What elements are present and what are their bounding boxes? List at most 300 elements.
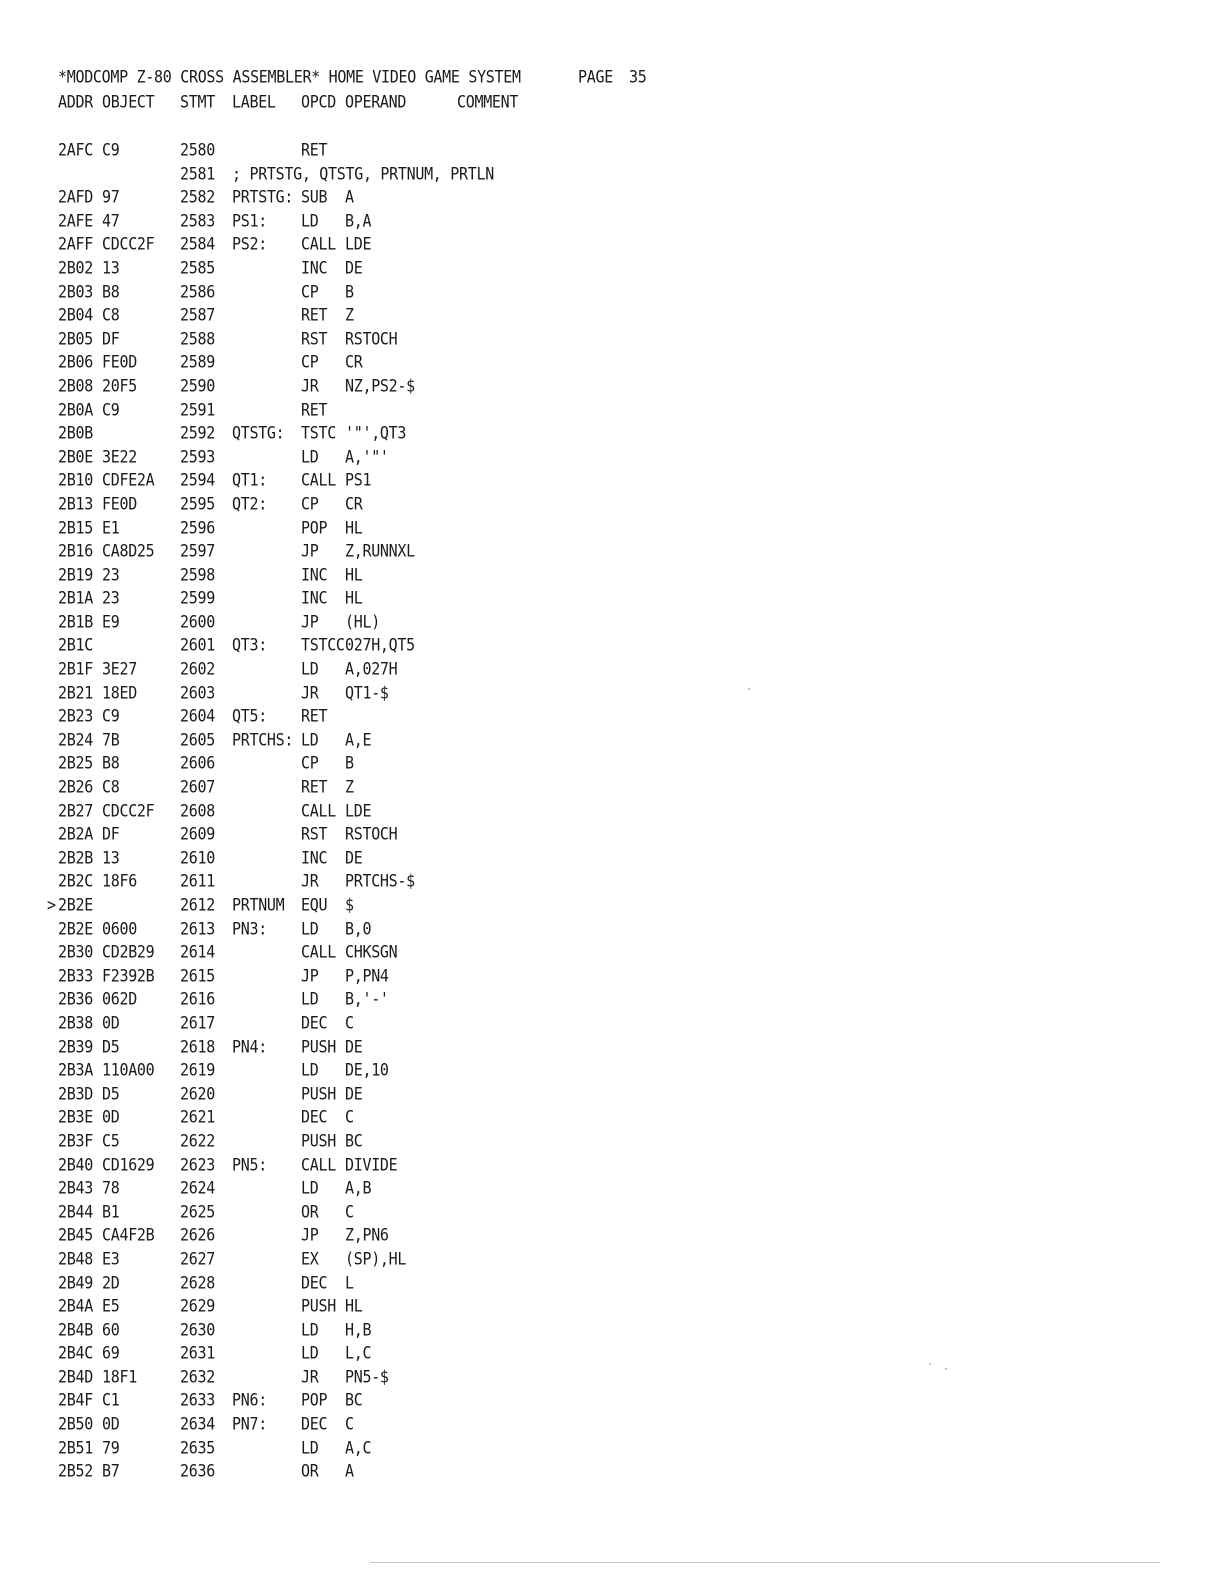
row-addr: 2B13 <box>58 493 93 515</box>
row-opcd: JP <box>301 965 319 986</box>
row-stmt: 2617 <box>180 1012 215 1034</box>
row-addr: 2B48 <box>58 1248 93 1270</box>
row-object: CA4F2B <box>102 1225 155 1246</box>
listing-row <box>0 140 1224 164</box>
listing-row <box>0 1225 1224 1249</box>
listing-row <box>0 282 1224 306</box>
row-operand: BC <box>345 1130 363 1152</box>
row-addr: 2B38 <box>58 1012 93 1034</box>
listing-row <box>0 1249 1224 1273</box>
listing-row <box>0 494 1224 518</box>
listing-row <box>0 612 1224 636</box>
row-operand: B <box>345 281 354 302</box>
row-stmt: 2618 <box>180 1036 215 1057</box>
row-stmt: 2632 <box>180 1366 215 1388</box>
listing-row <box>0 1296 1224 1320</box>
listing-row <box>0 565 1224 589</box>
row-operand: L,C <box>345 1343 372 1364</box>
row-addr: 2B2A <box>58 824 93 845</box>
row-addr: 2B15 <box>58 517 93 538</box>
row-object: E1 <box>102 517 120 538</box>
row-object: 97 <box>102 187 120 208</box>
row-opcd: RET <box>301 777 328 798</box>
row-operand: LDE <box>345 234 372 255</box>
listing-row <box>0 824 1224 848</box>
row-opcd: JP <box>301 541 319 562</box>
row-operand: PS1 <box>345 470 372 491</box>
listing-row <box>0 942 1224 966</box>
col-label: LABEL <box>232 92 276 113</box>
row-addr: 2B4B <box>58 1319 93 1340</box>
row-operand: RSTOCH <box>345 824 398 845</box>
row-addr: 2B4A <box>58 1296 93 1317</box>
row-opcd: RET <box>301 305 328 326</box>
row-stmt: 2629 <box>180 1296 215 1317</box>
col-opcd: OPCD <box>301 92 336 113</box>
row-operand: LDE <box>345 800 372 821</box>
row-stmt: 2593 <box>180 446 215 467</box>
row-opcd: LD <box>301 1343 319 1364</box>
row-addr: 2B33 <box>58 965 93 986</box>
col-addr: ADDR <box>58 92 93 113</box>
row-opcd: OR <box>301 1461 319 1482</box>
row-object: 18F1 <box>102 1366 137 1388</box>
row-object: 69 <box>102 1343 120 1364</box>
row-object: C8 <box>102 777 120 798</box>
row-operand: $ <box>345 895 354 916</box>
row-object: C9 <box>102 399 120 420</box>
listing-row <box>0 1013 1224 1037</box>
row-operand: CR <box>345 352 363 373</box>
row-stmt: 2600 <box>180 611 215 633</box>
row-addr: 2B19 <box>58 564 93 585</box>
row-object: 79 <box>102 1437 120 1458</box>
row-label: QT2: <box>232 493 267 515</box>
row-addr: 2B3F <box>58 1130 93 1152</box>
row-object: 20F5 <box>102 375 137 397</box>
row-stmt: 2602 <box>180 659 215 680</box>
row-stmt: 2631 <box>180 1343 215 1364</box>
row-addr: 2B27 <box>58 800 93 821</box>
row-stmt: 2590 <box>180 375 215 397</box>
row-addr: 2B51 <box>58 1437 93 1458</box>
row-addr: 2B39 <box>58 1036 93 1057</box>
row-operand: Z <box>345 777 354 798</box>
row-stmt: 2610 <box>180 847 215 868</box>
row-operand: (SP),HL <box>345 1248 407 1270</box>
row-operand: DE <box>345 257 363 279</box>
row-addr: 2AFD <box>58 187 93 208</box>
row-operand: B,0 <box>345 918 372 939</box>
row-operand: A <box>345 187 354 208</box>
row-operand: Z <box>345 305 354 326</box>
row-operand: A,B <box>345 1178 372 1199</box>
row-object: D5 <box>102 1083 120 1104</box>
row-stmt: 2589 <box>180 352 215 373</box>
row-opcd: LD <box>301 1060 319 1081</box>
row-operand: CHKSGN <box>345 942 398 963</box>
row-opcd: CP <box>301 281 319 302</box>
row-stmt: 2635 <box>180 1437 215 1458</box>
row-operand: A,027H <box>345 659 398 680</box>
row-addr: 2B0A <box>58 399 93 420</box>
row-addr: 2B36 <box>58 989 93 1010</box>
row-operand: HL <box>345 1296 363 1317</box>
row-object: C1 <box>102 1390 120 1411</box>
row-operand: RSTOCH <box>345 328 398 349</box>
row-opcd: DEC <box>301 1414 328 1435</box>
listing-row <box>0 1320 1224 1344</box>
row-operand: A,C <box>345 1437 372 1458</box>
row-object: 78 <box>102 1178 120 1199</box>
row-opcd: PUSH <box>301 1083 336 1104</box>
row-operand: DE <box>345 1036 363 1057</box>
row-object: CDCC2F <box>102 234 155 255</box>
row-opcd: LD <box>301 989 319 1010</box>
row-opcd: DEC <box>301 1107 328 1128</box>
listing-row <box>0 376 1224 400</box>
row-operand: A,E <box>345 729 372 751</box>
row-addr: 2B0B <box>58 423 93 444</box>
row-object: 18ED <box>102 682 137 703</box>
row-stmt: 2585 <box>180 257 215 279</box>
col-comment: COMMENT <box>457 92 519 113</box>
listing-row <box>0 164 1224 188</box>
row-stmt: 2580 <box>180 140 215 161</box>
row-opcd: LD <box>301 1319 319 1340</box>
assembly-listing <box>0 140 1224 1485</box>
row-stmt: 2584 <box>180 234 215 255</box>
row-stmt: 2582 <box>180 187 215 208</box>
row-marker: > <box>47 895 56 916</box>
row-operand: L <box>345 1272 354 1293</box>
listing-row <box>0 777 1224 801</box>
row-addr: 2B4C <box>58 1343 93 1364</box>
row-object: 23 <box>102 564 120 585</box>
row-opcd: CP <box>301 753 319 774</box>
row-object: 2D <box>102 1272 120 1293</box>
row-addr: 2B44 <box>58 1201 93 1222</box>
row-object: B7 <box>102 1461 120 1482</box>
row-operand: Z,PN6 <box>345 1225 389 1246</box>
row-addr: 2B16 <box>58 541 93 562</box>
listing-row <box>0 895 1224 919</box>
row-label: PN6: <box>232 1390 267 1411</box>
row-object: C9 <box>102 140 120 161</box>
row-opcd: JP <box>301 611 319 633</box>
row-object: 18F6 <box>102 871 137 892</box>
row-stmt: 2597 <box>180 541 215 562</box>
row-object: 062D <box>102 989 137 1010</box>
row-comment: ; PRTSTG, QTSTG, PRTNUM, PRTLN <box>232 163 494 184</box>
row-stmt: 2594 <box>180 470 215 491</box>
row-opcd: JR <box>301 375 319 397</box>
row-opcd: EX <box>301 1248 319 1270</box>
row-addr: 2B3A <box>58 1060 93 1081</box>
row-addr: 2B04 <box>58 305 93 326</box>
listing-row <box>0 1037 1224 1061</box>
listing-row <box>0 329 1224 353</box>
row-object: E9 <box>102 611 120 633</box>
row-addr: 2AFE <box>58 210 93 231</box>
row-object: 0D <box>102 1414 120 1435</box>
row-object: 23 <box>102 588 120 609</box>
row-opcd: DEC <box>301 1272 328 1293</box>
listing-row <box>0 730 1224 754</box>
row-stmt: 2621 <box>180 1107 215 1128</box>
row-object: FE0D <box>102 352 137 373</box>
row-opcd: LD <box>301 659 319 680</box>
row-operand: H,B <box>345 1319 372 1340</box>
row-opcd: LD <box>301 1437 319 1458</box>
listing-row <box>0 234 1224 258</box>
listing-row <box>0 1414 1224 1438</box>
row-object: C8 <box>102 305 120 326</box>
page-title: *MODCOMP Z-80 CROSS ASSEMBLER* HOME VIDEO GAME SYSTEM <box>58 67 521 88</box>
row-operand: DE <box>345 847 363 868</box>
row-operand: BC <box>345 1390 363 1411</box>
row-object: CD1629 <box>102 1154 155 1175</box>
row-stmt: 2624 <box>180 1178 215 1199</box>
row-opcd: POP <box>301 1390 328 1411</box>
row-addr: 2B1C <box>58 635 93 656</box>
row-opcd: RET <box>301 140 328 161</box>
row-object: B8 <box>102 281 120 302</box>
row-stmt: 2592 <box>180 423 215 444</box>
row-object: E5 <box>102 1296 120 1317</box>
row-operand: PRTCHS-$ <box>345 871 415 892</box>
row-object: 0600 <box>102 918 137 939</box>
row-operand: '"',QT3 <box>345 423 407 444</box>
row-addr: 2B52 <box>58 1461 93 1482</box>
row-opcd: TSTC <box>301 423 336 444</box>
listing-row <box>0 1131 1224 1155</box>
listing-row <box>0 470 1224 494</box>
row-object: 0D <box>102 1012 120 1034</box>
row-opcd: JR <box>301 1366 319 1388</box>
row-opcd: INC <box>301 847 328 868</box>
row-object: CDFE2A <box>102 470 155 491</box>
row-stmt: 2583 <box>180 210 215 231</box>
row-object: 60 <box>102 1319 120 1340</box>
row-object: 3E27 <box>102 659 137 680</box>
listing-row <box>0 919 1224 943</box>
row-operand: HL <box>345 564 363 585</box>
row-operand: DE,10 <box>345 1060 389 1081</box>
row-stmt: 2601 <box>180 635 215 656</box>
row-label: PRTSTG: <box>232 187 294 208</box>
listing-row <box>0 541 1224 565</box>
listing-row <box>0 1084 1224 1108</box>
row-addr: 2B1A <box>58 588 93 609</box>
row-object: DF <box>102 328 120 349</box>
row-addr: 2B2E <box>58 895 93 916</box>
row-addr: 2B4F <box>58 1390 93 1411</box>
listing-row <box>0 258 1224 282</box>
scan-speck <box>945 1368 947 1370</box>
row-addr: 2B2C <box>58 871 93 892</box>
row-operand: DE <box>345 1083 363 1104</box>
row-stmt: 2636 <box>180 1461 215 1482</box>
row-object: F2392B <box>102 965 155 986</box>
row-stmt: 2611 <box>180 871 215 892</box>
row-addr: 2B49 <box>58 1272 93 1293</box>
row-operand: Z,RUNNXL <box>345 541 415 562</box>
row-label: QT3: <box>232 635 267 656</box>
row-operand: PN5-$ <box>345 1366 389 1388</box>
row-addr: 2B1F <box>58 659 93 680</box>
listing-row <box>0 1438 1224 1462</box>
row-stmt: 2626 <box>180 1225 215 1246</box>
row-opcd: TSTCC <box>301 635 345 656</box>
row-label: PS2: <box>232 234 267 255</box>
row-opcd: CALL <box>301 470 336 491</box>
row-stmt: 2605 <box>180 729 215 751</box>
listing-row <box>0 447 1224 471</box>
row-opcd: RET <box>301 706 328 727</box>
row-opcd: JP <box>301 1225 319 1246</box>
listing-row <box>0 588 1224 612</box>
row-object: 47 <box>102 210 120 231</box>
row-operand: CR <box>345 493 363 515</box>
row-addr: 2B26 <box>58 777 93 798</box>
row-stmt: 2603 <box>180 682 215 703</box>
row-object: B8 <box>102 753 120 774</box>
row-opcd: POP <box>301 517 328 538</box>
row-operand: C <box>345 1414 354 1435</box>
row-operand: C <box>345 1012 354 1034</box>
row-stmt: 2633 <box>180 1390 215 1411</box>
listing-row <box>0 801 1224 825</box>
row-object: 110A00 <box>102 1060 155 1081</box>
row-opcd: JR <box>301 871 319 892</box>
listing-row <box>0 1273 1224 1297</box>
listing-row <box>0 1155 1224 1179</box>
row-stmt: 2628 <box>180 1272 215 1293</box>
row-object: DF <box>102 824 120 845</box>
row-object: 0D <box>102 1107 120 1128</box>
page-number: 35 <box>629 67 647 88</box>
row-addr: 2B4D <box>58 1366 93 1388</box>
row-label: PRTNUM <box>232 895 285 916</box>
row-operand: (HL) <box>345 611 380 633</box>
row-opcd: INC <box>301 588 328 609</box>
row-operand: NZ,PS2-$ <box>345 375 415 397</box>
listing-row <box>0 1202 1224 1226</box>
row-stmt: 2604 <box>180 706 215 727</box>
listing-row <box>0 871 1224 895</box>
row-addr: 2B3D <box>58 1083 93 1104</box>
row-opcd: LD <box>301 918 319 939</box>
row-opcd: DEC <box>301 1012 328 1034</box>
row-object: 3E22 <box>102 446 137 467</box>
row-operand: A,'"' <box>345 446 389 467</box>
row-operand: B <box>345 753 354 774</box>
row-operand: DIVIDE <box>345 1154 398 1175</box>
listing-row <box>0 848 1224 872</box>
row-addr: 2B40 <box>58 1154 93 1175</box>
row-addr: 2B0E <box>58 446 93 467</box>
listing-row <box>0 659 1224 683</box>
row-opcd: EQU <box>301 895 328 916</box>
row-label: PN5: <box>232 1154 267 1175</box>
row-opcd: RET <box>301 399 328 420</box>
row-stmt: 2634 <box>180 1414 215 1435</box>
row-label: PN4: <box>232 1036 267 1057</box>
row-stmt: 2627 <box>180 1248 215 1270</box>
row-addr: 2B2E <box>58 918 93 939</box>
col-object: OBJECT <box>102 92 155 113</box>
row-opcd: PUSH <box>301 1296 336 1317</box>
row-stmt: 2614 <box>180 942 215 963</box>
row-object: 13 <box>102 847 120 868</box>
row-stmt: 2630 <box>180 1319 215 1340</box>
listing-row <box>0 989 1224 1013</box>
listing-row <box>0 1107 1224 1131</box>
row-addr: 2B10 <box>58 470 93 491</box>
row-operand: P,PN4 <box>345 965 389 986</box>
listing-row <box>0 1343 1224 1367</box>
row-object: 7B <box>102 729 120 751</box>
row-addr: 2B21 <box>58 682 93 703</box>
row-label: QT5: <box>232 706 267 727</box>
row-addr: 2B25 <box>58 753 93 774</box>
row-opcd: INC <box>301 257 328 279</box>
row-opcd: LD <box>301 1178 319 1199</box>
row-addr: 2B06 <box>58 352 93 373</box>
scan-edge-line <box>370 1562 1160 1563</box>
row-opcd: SUB <box>301 187 328 208</box>
row-stmt: 2598 <box>180 564 215 585</box>
row-operand: HL <box>345 588 363 609</box>
row-addr: 2B50 <box>58 1414 93 1435</box>
listing-row <box>0 683 1224 707</box>
listing-row <box>0 187 1224 211</box>
row-stmt: 2599 <box>180 588 215 609</box>
row-opcd: OR <box>301 1201 319 1222</box>
row-opcd: LD <box>301 446 319 467</box>
row-label: QT1: <box>232 470 267 491</box>
row-object: C5 <box>102 1130 120 1152</box>
listing-row <box>0 423 1224 447</box>
row-addr: 2B02 <box>58 257 93 279</box>
row-operand: C <box>345 1201 354 1222</box>
row-addr: 2B1B <box>58 611 93 633</box>
listing-row <box>0 635 1224 659</box>
row-opcd: CALL <box>301 1154 336 1175</box>
row-label: PRTCHS: <box>232 729 294 751</box>
row-stmt: 2609 <box>180 824 215 845</box>
row-label: PN7: <box>232 1414 267 1435</box>
row-addr: 2B23 <box>58 706 93 727</box>
row-stmt: 2613 <box>180 918 215 939</box>
listing-row <box>0 1178 1224 1202</box>
listing-row <box>0 400 1224 424</box>
row-opcd: CP <box>301 493 319 515</box>
row-stmt: 2608 <box>180 800 215 821</box>
row-opcd: RST <box>301 328 328 349</box>
row-addr: 2B30 <box>58 942 93 963</box>
row-addr: 2B05 <box>58 328 93 349</box>
listing-row <box>0 1367 1224 1391</box>
row-stmt: 2620 <box>180 1083 215 1104</box>
listing-row <box>0 211 1224 235</box>
scan-speck <box>748 688 750 690</box>
row-addr: 2B2B <box>58 847 93 868</box>
row-object: D5 <box>102 1036 120 1057</box>
row-addr: 2B3E <box>58 1107 93 1128</box>
row-opcd: CALL <box>301 234 336 255</box>
